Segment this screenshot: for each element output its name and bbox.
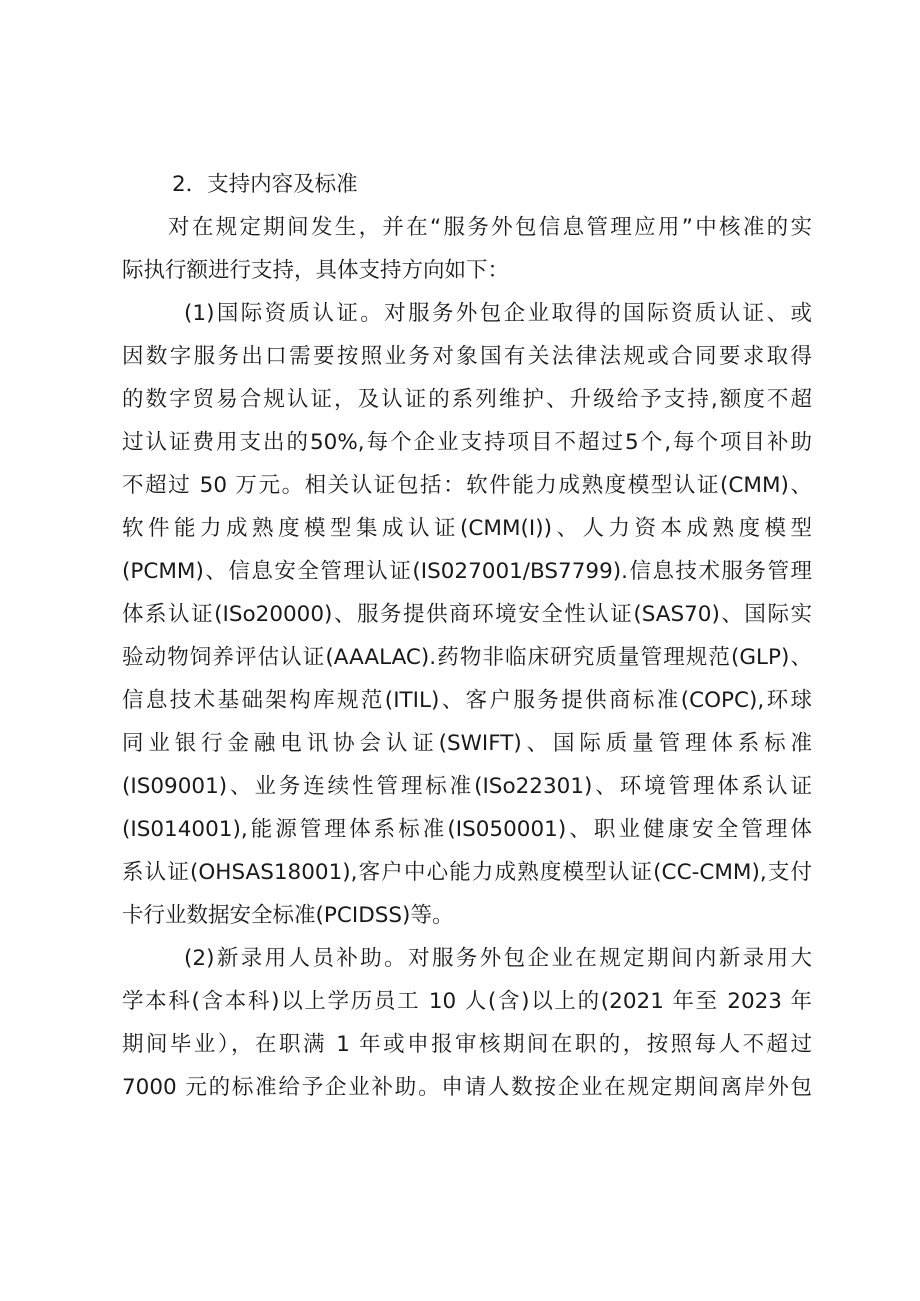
section-heading: 2．支持内容及标准 [172, 172, 358, 197]
section2-line-2: 学本科(含本科)以上学历员工 10 人(含)以上的(2021 年至 2023 年 [122, 989, 812, 1014]
section1-line-6: 软件能力成熟度模型集成认证(CMM(I))、人力资本成熟度模型 [122, 516, 812, 541]
section1-line-2: 因数字服务出口需要按照业务对象国有关法律法规或合同要求取得 [122, 344, 812, 369]
section1-line-10: 信息技术基础架构库规范(ITIL)、客户服务提供商标准(COPC),环球 [122, 688, 812, 713]
intro-line-2: 际执行额进行支持，具体支持方向如下： [122, 258, 510, 283]
section2-line-4: 7000 元的标准给予企业补助。申请人数按企业在规定期间离岸外包 [122, 1075, 812, 1100]
section2-line-1: (2)新录用人员补助。对服务外包企业在规定期间内新录用大 [184, 946, 812, 971]
section2-line-3: 期间毕业），在职满 1 年或申报审核期间在职的，按照每人不超过 [122, 1032, 812, 1057]
section1-line-1: (1)国际资质认证。对服务外包企业取得的国际资质认证、或 [184, 301, 812, 326]
section1-line-11: 同业银行金融电讯协会认证(SWIFT)、国际质量管理体系标准 [122, 731, 812, 756]
section1-line-13: (IS014001),能源管理体系标准(IS050001)、职业健康安全管理体 [122, 817, 812, 842]
section1-line-7: (PCMM)、信息安全管理认证(IS027001/BS7799).信息技术服务管理 [122, 559, 812, 584]
section1-line-3: 的数字贸易合规认证，及认证的系列维护、升级给予支持,额度不超 [122, 387, 812, 412]
section1-line-14: 系认证(OHSAS18001),客户中心能力成熟度模型认证(CC-CMM),支付 [122, 860, 812, 885]
section1-line-8: 体系认证(ISo20000)、服务提供商环境安全性认证(SAS70)、国际实 [122, 602, 812, 627]
section1-line-12: (IS09001)、业务连续性管理标准(ISo22301)、环境管理体系认证 [122, 774, 812, 799]
intro-line-1: 对在规定期间发生，并在“服务外包信息管理应用”中核准的实 [168, 215, 812, 240]
section1-line-4: 过认证费用支出的50%,每个企业支持项目不超过5个,每个项目补助 [122, 430, 812, 455]
section1-line-5: 不超过 50 万元。相关认证包括：软件能力成熟度模型认证(CMM)、 [122, 473, 812, 498]
section1-line-15: 卡行业数据安全标准(PCIDSS)等。 [122, 903, 454, 928]
section1-line-9: 验动物饲养评估认证(AAALAC).药物非临床研究质量管理规范(GLP)、 [122, 645, 812, 670]
